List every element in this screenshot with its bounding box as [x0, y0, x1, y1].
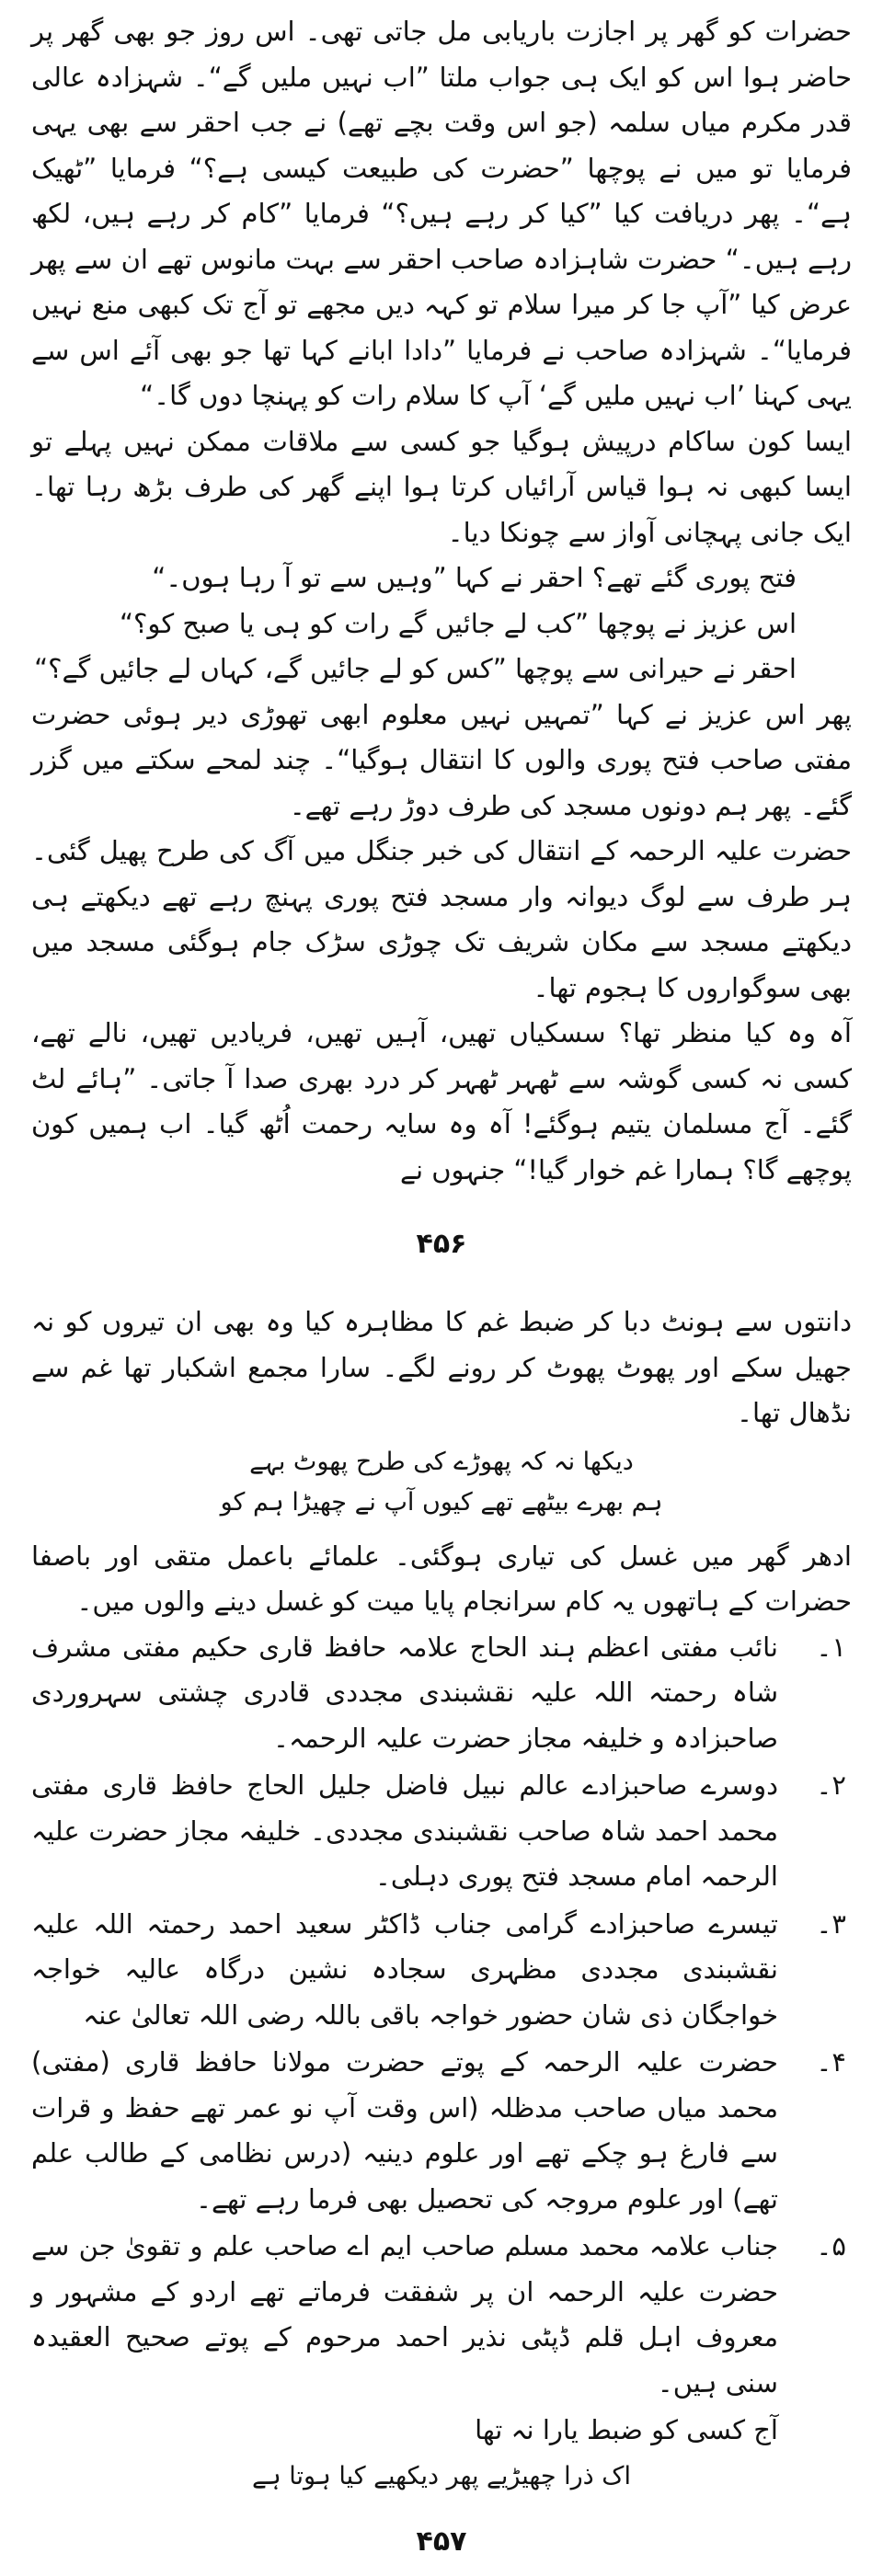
closing-couplet: اک ذرا چھیڑیے پھر دیکھیے کیا ہوتا ہے	[252, 2461, 631, 2490]
paragraph: آہ وہ کیا منظر تھا؟ سسکیاں تھیں، آہیں تھیں، فریادیں تھیں، نالے تھے، کسی نہ کسی گوشہ سے ٹھہر ٹھہر کر درد بھری صدا آ جاتی۔ ”ہائے لٹ گئے۔ آج مسلمان یتیم ہوگئے! آہ وہ سایہ رحمت اُٹھ گیا۔ اب ہمیں کون پوچھے گا؟ ہمارا غم خوار گیا!“ جنہوں نے	[31, 1017, 852, 1185]
dialog-line: فتح پوری گئے تھے؟ احقر نے کہا ”وہیں سے تو آ رہا ہوں۔“	[152, 562, 797, 593]
dialog-line: احقر نے حیرانی سے پوچھا ”کس کو لے جائیں گے، کہاں لے جائیں گے؟“	[34, 653, 797, 684]
list-item-number: ۱۔	[816, 1631, 846, 1663]
paragraph: دانتوں سے ہونٹ دبا کر ضبط غم کا مظاہرہ کیا وہ بھی ان تیروں کو نہ جھیل سکے اور پھوٹ پھوٹ کر رونے لگے۔ سارا مجمع اشکبار تھا غم سے نڈھال تھا۔	[31, 1306, 852, 1428]
closing-line: آج کسی کو ضبط یارا نہ تھا	[475, 2414, 778, 2445]
page-456	[31, 9, 852, 1263]
list-item-number: ۴۔	[816, 2046, 846, 2078]
list-item-text: نائب مفتی اعظم ہند الحاج علامہ حافظ قاری حکیم مفتی مشرف شاہ رحمتہ اللہ علیہ نقشبندی مجددی قادری چشتی سہروردی صاحبزادہ و خلیفہ مجاز حضرت علیہ الرحمہ۔	[31, 1631, 778, 1754]
list-item	[31, 2040, 852, 2222]
list-item	[31, 1625, 852, 1762]
dialog-line: پھر اس عزیز نے کہا ”تمہیں نہیں معلوم ابھی تھوڑی دیر ہوئی حضرت مفتی صاحب فتح پوری والوں کا انتقال ہوگیا“۔ چند لمحے سکتے میں گزر گئے۔ پھر ہم دونوں مسجد کی طرف دوڑ رہے تھے۔	[31, 698, 852, 821]
list-item-number: ۵۔	[816, 2230, 846, 2261]
list-item-text: دوسرے صاحبزادے عالم نبیل فاضل جلیل الحاج حافظ قاری مفتی محمد احمد شاہ صاحب نقشبندی مجددی۔ خلیفہ مجاز حضرت علیہ الرحمہ امام مسجد فتح پوری دہلی۔	[31, 1769, 778, 1892]
list-item-text: جناب علامہ محمد مسلم صاحب ایم اے صاحب علم و تقویٰ جن سے حضرت علیہ الرحمہ ان پر شفقت فرماتے تھے اردو کے مشہور و معروف اہل قلم ڈپٹی نذیر احمد مرحوم کے پوتے صحیح العقیدہ سنی ہیں۔	[31, 2230, 778, 2399]
list-item-text: تیسرے صاحبزادے گرامی جناب ڈاکٹر سعید احمد رحمتہ اللہ علیہ نقشبندی مجددی مظہری سجادہ نشین درگاہ عالیہ خواجہ خواجگان ذی شان حضور خواجہ باقی باللہ رضی اللہ تعالیٰ عنہ	[31, 1907, 778, 2031]
page-number: ۴۵۶	[416, 1228, 467, 1260]
ghusl-helpers-list	[31, 1625, 852, 2407]
list-item	[31, 1763, 852, 1900]
couplet-line: دیکھا نہ کہ پھوڑے کی طرح پھوٹ بہے	[249, 1447, 634, 1476]
dialog-block	[31, 555, 852, 829]
list-item-number: ۳۔	[816, 1907, 846, 1940]
couplet-line: ہم بھرے بیٹھے تھے کیوں آپ نے چھیڑا ہم کو	[220, 1487, 663, 1517]
list-item	[31, 1902, 852, 2039]
list-item	[31, 2224, 852, 2406]
list-item-text: حضرت علیہ الرحمہ کے پوتے حضرت مولانا حافظ قاری (مفتی) محمد میاں صاحب مدظلہ (اس وقت آپ نو عمر تھے حفظ و قرات سے فارغ ہو چکے تھے اور علوم دینیہ (درس نظامی کے طالب علم تھے) اور علوم مروجہ کی تحصیل بھی فرما رہے تھے۔	[31, 2046, 778, 2215]
list-item-number: ۲۔	[816, 1769, 846, 1801]
page-457	[31, 1299, 852, 2560]
dialog-line: اس عزیز نے پوچھا ”کب لے جائیں گے رات کو ہی یا صبح کو؟“	[119, 607, 797, 639]
paragraph: ادھر گھر میں غسل کی تیاری ہوگئی۔ علمائے باعمل متقی اور باصفا حضرات کے ہاتھوں یہ کام سرانجام پایا میت کو غسل دینے والوں میں۔	[31, 1540, 852, 1617]
paragraph: حضرت علیہ الرحمہ کے انتقال کی خبر جنگل میں آگ کی طرح پھیل گئی۔ ہر طرف سے لوگ دیوانہ وار مسجد فتح پوری پہنچ رہے تھے دیکھتے ہی دیکھتے مسجد سے مکان شریف تک چوڑی سڑک جام ہوگئی مسجد میں بھی سوگواروں کا ہجوم تھا۔	[31, 835, 852, 1003]
paragraph: حضرات کو گھر پر اجازت باریابی مل جاتی تھی۔ اس روز جو بھی گھر پر حاضر ہوا اس کو ایک ہی جواب ملتا ”اب نہیں ملیں گے“۔ شہزادہ عالی قدر مکرم میاں سلمہ (جو اس وقت بچے تھے) نے جب احقر سے بھی یہی فرمایا تو میں نے پوچھا ”حضرت کی طبیعت کیسی ہے؟“ فرمایا ”ٹھیک ہے“۔ پھر دریافت کیا ”کیا کر رہے ہیں؟“ فرمایا ”کام کر رہے ہیں، لکھ رہے ہیں۔“ حضرت شاہزادہ صاحب احقر سے بہت مانوس تھے ان سے پھر عرض کیا ”آپ جا کر میرا سلام تو کہہ دیں مجھے تو آج تک کبھی منع نہیں فرمایا“۔ شہزادہ صاحب نے فرمایا ”دادا ابانے کہا تھا جو بھی آئے اس سے یہی کہنا ’اب نہیں ملیں گے‘ آپ کا سلام رات کو پہنچا دوں گا۔“	[31, 16, 852, 411]
page-number: ۴۵۷	[416, 2524, 467, 2558]
couplet	[31, 1442, 852, 1523]
paragraph: ایسا کون ساکام درپیش ہوگیا جو کسی سے ملاقات ممکن نہیں پہلے تو ایسا کبھی نہ ہوا قیاس آرائیاں کرتا ہوا اپنے گھر کی طرف بڑھ رہا تھا۔ ایک جانی پہچانی آواز سے چونکا دیا۔	[31, 425, 852, 548]
